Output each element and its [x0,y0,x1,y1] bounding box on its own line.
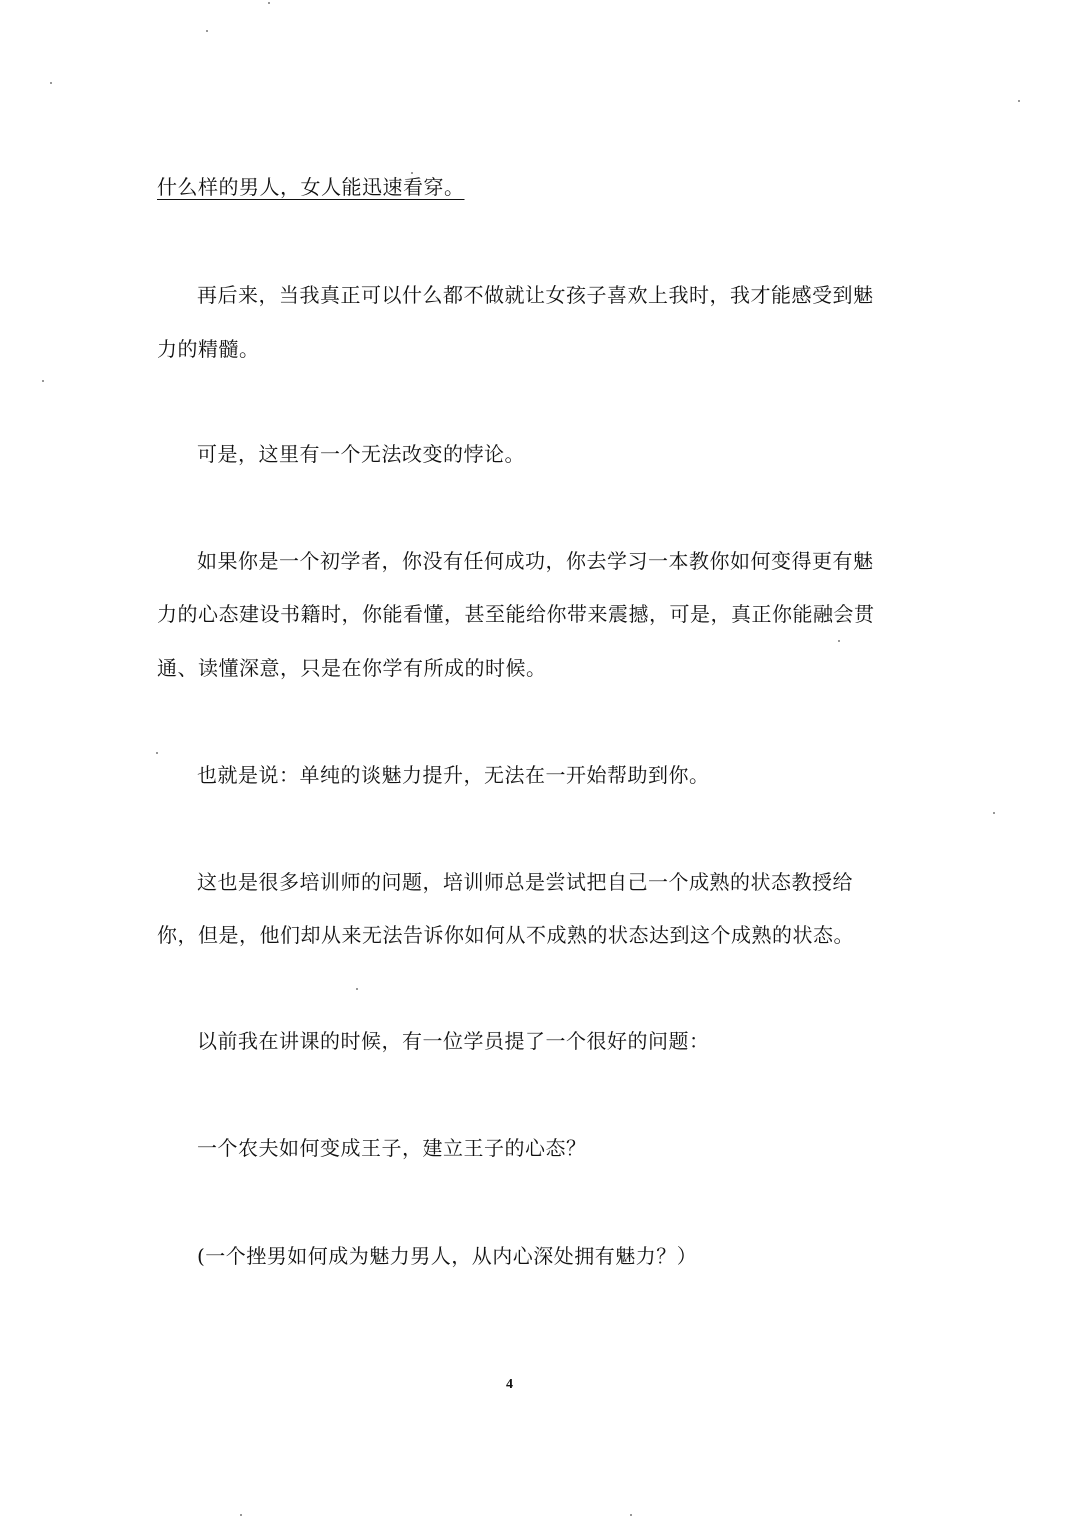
scan-speck [630,1514,632,1516]
scan-speck [42,380,44,382]
paragraph-line: 以前我在讲课的时候，有一位学员提了一个很好的问题： [197,1029,710,1053]
page-number: 4 [506,1377,513,1392]
scan-speck [838,640,840,642]
paragraph-line: 如果你是一个初学者，你没有任何成功，你去学习一本教你如何变得更有魅 [197,549,874,573]
paragraph-line: 再后来，当我真正可以什么都不做就让女孩子喜欢上我时，我才能感受到魅 [197,283,874,307]
scan-speck [156,752,158,754]
paragraph-line: 也就是说：单纯的谈魅力提升，无法在一开始帮助到你。 [197,763,710,787]
paragraph-line: 一个农夫如何变成王子，建立王子的心态？ [197,1136,587,1160]
scan-speck [411,172,413,174]
paragraph-line: 你，但是，他们却从来无法告诉你如何从不成熟的状态达到这个成熟的状态。 [157,923,854,947]
paragraph-line: 通、读懂深意，只是在你学有所成的时候。 [157,656,547,680]
paragraph-line: 可是，这里有一个无法改变的悖论。 [197,442,525,466]
underlined-line: 什么样的男人，女人能迅速看穿。 [157,175,465,199]
scan-speck [993,812,995,814]
paragraph-line: (一个挫男如何成为魅力男人，从内心深处拥有魅力？） [197,1244,698,1268]
scan-speck [268,2,270,4]
scan-speck [1018,100,1020,102]
scan-speck [206,30,208,32]
scan-speck [356,988,358,990]
scan-speck [50,82,52,84]
paragraph-line: 这也是很多培训师的问题，培训师总是尝试把自己一个成熟的状态教授给 [197,870,853,894]
scan-speck [240,1514,242,1516]
paragraph-line: 力的心态建设书籍时，你能看懂，甚至能给你带来震撼，可是，真正你能融会贯 [157,602,875,626]
paragraph-line: 力的精髓。 [157,337,260,361]
